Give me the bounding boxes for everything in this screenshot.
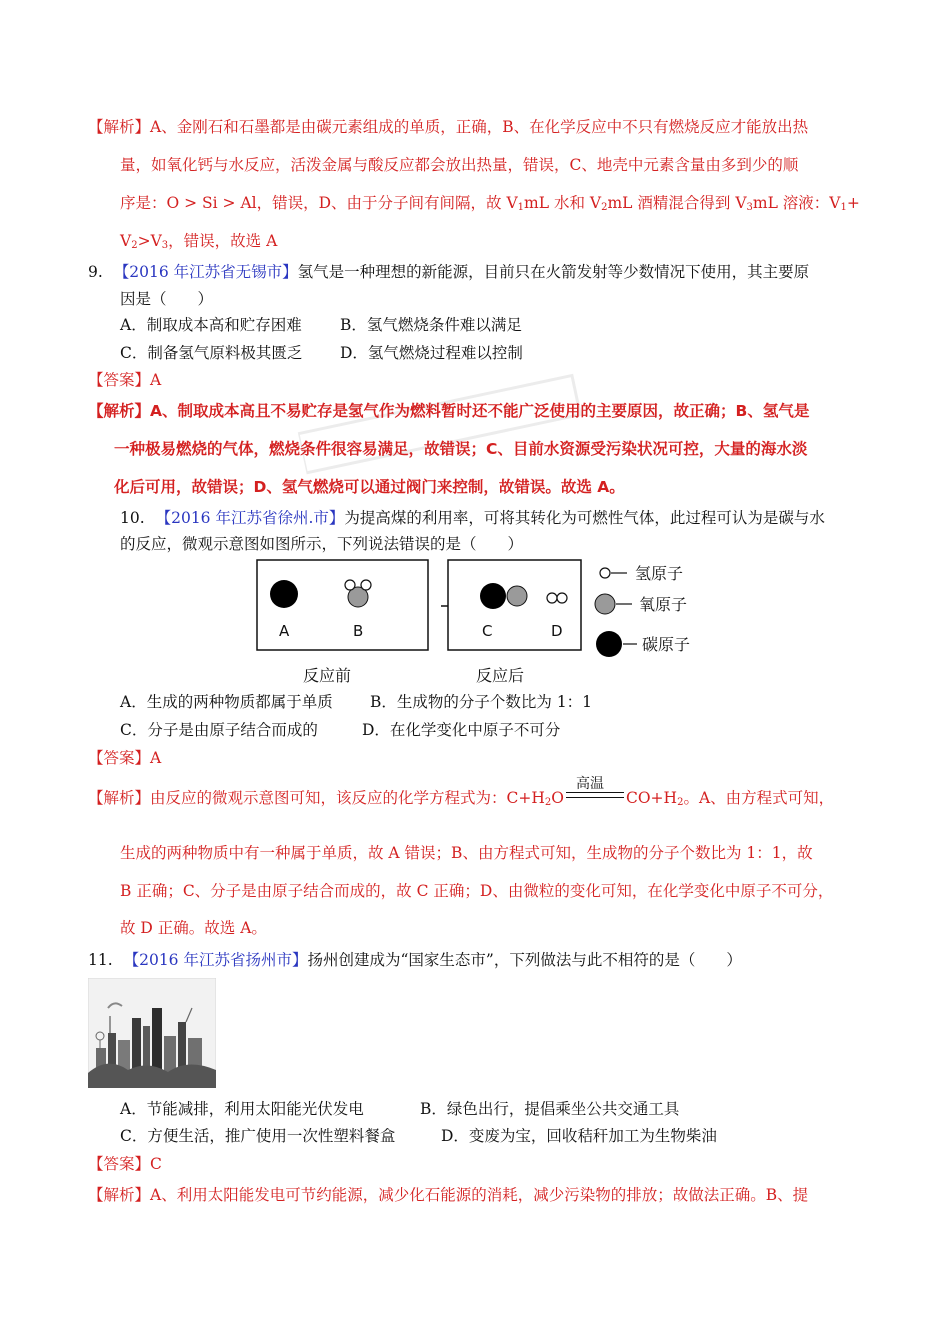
q10-option-a: A．生成的两种物质都属于单质 bbox=[120, 693, 333, 711]
analysis-tag: 【解析】 bbox=[88, 402, 151, 420]
q10-option-d: D．在化学变化中原子不可分 bbox=[362, 721, 561, 739]
question-source: 【2016 年江苏省徐州.市】 bbox=[155, 509, 345, 527]
question-source: 【2016 年江苏省扬州市】 bbox=[123, 951, 308, 969]
legend-carbon-icon bbox=[596, 631, 622, 657]
question-source: 【2016 年江苏省无锡市】 bbox=[113, 263, 298, 281]
q10-option-b: B．生成物的分子个数比为 1：1 bbox=[370, 693, 593, 711]
hydrogen-atom bbox=[547, 593, 557, 603]
q8-analysis-line3: 序是：O > Si > Al，错误，D、由于分子间有间隔，故 $V_1mL$ 水和 $V_2mL$ 酒精混合得到 $V_3mL$ 溶液：$V_1+$ bbox=[120, 194, 860, 213]
q9-stem-line1: 9. 【2016 年江苏省无锡市】氢气是一种理想的新能源，目前只在火箭发射等少数情况下使用，其主要原 bbox=[88, 263, 810, 281]
q10-analysis-line2: 生成的两种物质中有一种属于单质，故 A 错误；B、由方程式可知，生成物的分子个数比为 1：1，故 bbox=[120, 844, 813, 862]
analysis-tag: 【解析】 bbox=[88, 789, 151, 807]
q8-analysis-line4: $V_2>V_3$，错误，故选 A bbox=[120, 232, 278, 251]
q9-option-c: C．制备氢气原料极其匮乏 bbox=[120, 344, 303, 362]
analysis-tag: 【解析】 bbox=[88, 118, 151, 136]
eco-city-illustration bbox=[88, 978, 216, 1088]
q10-analysis-line1: 【解析】由反应的微观示意图可知，该反应的化学方程式为：$C+H_2O$ 高温 $CO+H_2$。A、由方程式可知， bbox=[88, 776, 835, 808]
hydrogen-atom bbox=[345, 580, 355, 590]
q10-answer: 【答案】A bbox=[88, 749, 162, 767]
q9-stem-line2: 因是（ ） bbox=[120, 290, 214, 308]
q9-analysis-line2: 一种极易燃烧的气体，燃烧条件很容易满足，故错误；C、目前水资源受污染状况可控，大量的海水淡 bbox=[114, 440, 808, 458]
hydrogen-atom bbox=[557, 593, 567, 603]
q9-analysis-line3: 化后可用，故错误；D、氢气燃烧可以通过阀门来控制，故错误。故选 A。 bbox=[114, 478, 625, 496]
label-d: D bbox=[551, 622, 563, 640]
reaction-condition: 高温 bbox=[566, 788, 624, 808]
q10-analysis-line4: 故 D 正确。故选 A。 bbox=[120, 919, 267, 937]
q9-option-d: D．氢气燃烧过程难以控制 bbox=[340, 344, 523, 362]
hydrogen-atom bbox=[361, 580, 371, 590]
question-number: 11. bbox=[88, 951, 113, 969]
legend-oxygen: 氧原子 bbox=[639, 595, 688, 614]
question-number: 9. bbox=[88, 263, 103, 281]
reaction-diagram bbox=[255, 556, 715, 690]
watermark-graphic bbox=[296, 362, 602, 483]
q11-option-b: B．绿色出行，提倡乘坐公共交通工具 bbox=[420, 1100, 680, 1118]
carbon-atom bbox=[270, 580, 298, 608]
q9-option-b: B．氢气燃烧条件难以满足 bbox=[340, 316, 522, 334]
q11-option-c: C．方便生活，推广使用一次性塑料餐盒 bbox=[120, 1127, 396, 1145]
oxygen-atom bbox=[507, 586, 527, 606]
q9-analysis-line1: 【解析】A、制取成本高且不易贮存是氢气作为燃料暂时还不能广泛使用的主要原因，故正确；B、氢气是 bbox=[88, 402, 810, 420]
q9-option-a: A．制取成本高和贮存困难 bbox=[120, 316, 302, 334]
q10-stem-line1: 10. 【2016 年江苏省徐州.市】为提高煤的利用率，可将其转化为可燃性气体，此过程可认为是碳与水 bbox=[120, 509, 825, 527]
watermark bbox=[296, 362, 604, 493]
question-number: 10. bbox=[120, 509, 145, 527]
q9-answer: 【答案】A bbox=[88, 371, 162, 389]
q11-answer: 【答案】C bbox=[88, 1155, 162, 1173]
caption-before: 反应前 bbox=[303, 666, 352, 685]
label-b: B bbox=[353, 622, 364, 640]
q11-option-d: D．变废为宝，回收秸秆加工为生物柴油 bbox=[441, 1127, 717, 1145]
q10-analysis-line3: B 正确；C、分子是由原子结合而成的，故 C 正确；D、由微粒的变化可知，在化学变化中原子不可分， bbox=[120, 882, 834, 900]
q8-analysis-line2: 量，如氧化钙与水反应，活泼金属与酸反应都会放出热量，错误，C、地壳中元素含量由多到少的顺 bbox=[120, 156, 799, 174]
q11-option-a: A．节能减排，利用太阳能光伏发电 bbox=[120, 1100, 364, 1118]
legend-hydrogen: 氢原子 bbox=[635, 564, 684, 583]
q11-analysis-line1: 【解析】A、利用太阳能发电可节约能源，减少化石能源的消耗，减少污染物的排放；故做法正确。B、提 bbox=[88, 1186, 809, 1204]
legend-oxygen-icon bbox=[595, 594, 615, 614]
caption-after: 反应后 bbox=[476, 666, 525, 685]
q10-option-c: C．分子是由原子结合而成的 bbox=[120, 721, 318, 739]
q10-stem-line2: 的反应，微观示意图如图所示，下列说法错误的是（ ） bbox=[120, 535, 524, 553]
label-a: A bbox=[279, 622, 290, 640]
legend-carbon: 碳原子 bbox=[642, 635, 691, 654]
q11-stem: 11. 【2016 年江苏省扬州市】扬州创建成为“国家生态市”，下列做法与此不相符的是（ ） bbox=[88, 951, 742, 969]
legend-hydrogen-icon bbox=[600, 568, 610, 578]
q8-analysis-line1: 【解析】A、金刚石和石墨都是由碳元素组成的单质，正确，B、在化学反应中不只有燃烧反应才能放出热 bbox=[88, 118, 809, 136]
label-c: C bbox=[482, 622, 493, 640]
carbon-atom bbox=[480, 583, 506, 609]
analysis-tag: 【解析】 bbox=[88, 1186, 151, 1204]
